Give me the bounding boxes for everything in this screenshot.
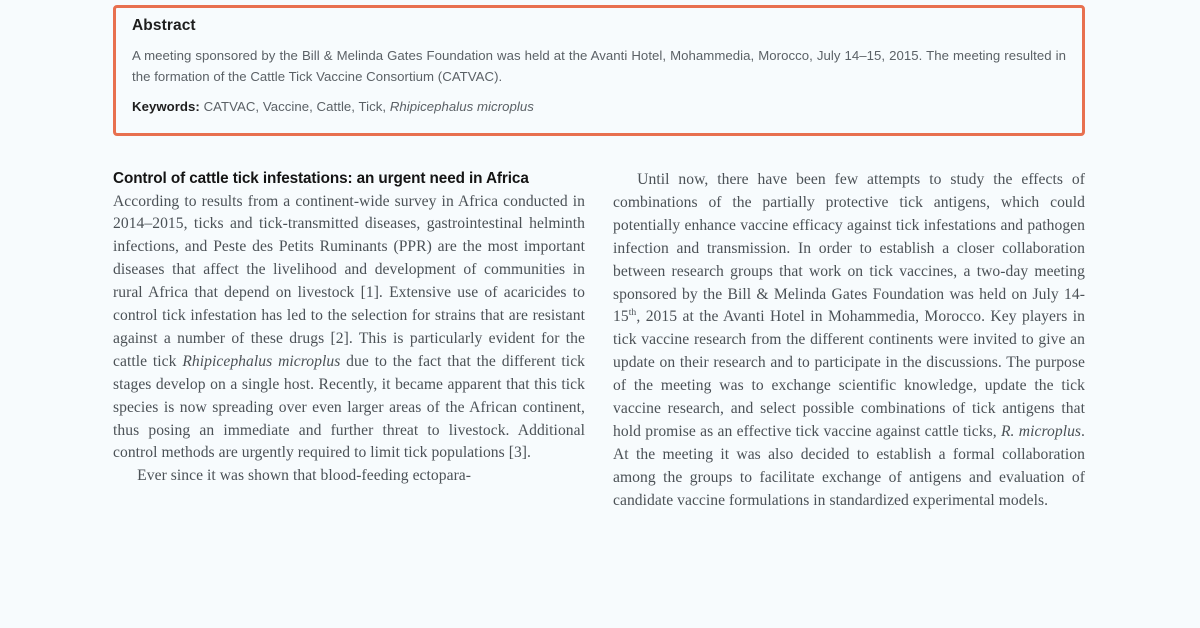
right-paragraph-1-text-b: , 2015 at the Avanti Hotel in Mohammedia, Morocco. Key players in tick vaccine research from the different continents were invited to give an update on their research and to participate in the discussions. The purpose of the meeting was to exchange scientific knowledge, update the tick vaccine research, and select possible combinations of tick antigens that hold promise as an effective tick vaccine against cattle ticks, (613, 308, 1085, 440)
right-paragraph-1-ordinal-superscript: th (628, 307, 637, 319)
right-column (613, 169, 1085, 628)
right-paragraph-1 (613, 169, 1085, 513)
left-paragraph-1-text-a: According to results from a continent-wide survey in Africa conducted in 2014–2015, ticks and tick-transmitted diseases, gastrointestinal helminth infections, and Peste des Petits Ruminants (PPR) are the most important diseases that affect the livelihood and development of communities in rural Africa that depend on livestock [1]. Extensive use of acaricides to control tick infestation has led to the selection for strains that are resistant against a number of these drugs [2]. This is particularly evident for the cattle tick (113, 192, 585, 370)
abstract-box (113, 5, 1085, 136)
left-column (113, 169, 585, 628)
keywords-label: Keywords: (132, 99, 200, 114)
article-columns (113, 169, 1085, 628)
keywords-values: CATVAC, Vaccine, Cattle, Tick, (199, 99, 390, 114)
keywords-line (132, 96, 1066, 117)
section-heading-control-of-cattle-tick-infestations: Control of cattle tick infestations: an urgent need in Africa (113, 170, 529, 187)
right-paragraph-1-species-italic: R. microplus (1000, 422, 1082, 440)
left-paragraph-1 (113, 191, 585, 466)
right-paragraph-1-text-c: . At the meeting it was also decided to establish a formal collaboration among the groups to facilitate exchange of antigens and evaluation of candidate vaccine formulations in standardized experimental models. (613, 422, 1085, 509)
keywords-species-italic: Rhipicephalus microplus (389, 99, 534, 114)
abstract-paragraph: A meeting sponsored by the Bill & Melinda Gates Foundation was held at the Avanti Hotel, Mohammedia, Morocco, July 14–15, 2015. The meeting resulted in the formation of the Cattle Tick Vaccine Consortium (CATVAC). (132, 48, 1066, 84)
right-paragraph-1-text-a: Until now, there have been few attempts to study the effects of combinations of the partially protective tick antigens, which could potentially enhance vaccine efficacy against tick infestations and pathogen infection and transmission. In order to establish a closer collaboration between research groups that work on tick vaccines, a two-day meeting sponsored by the Bill & Melinda Gates Foundation was held on July 14-15 (613, 171, 1085, 326)
left-paragraph-1-species-italic: Rhipicephalus microplus (182, 352, 341, 370)
left-paragraph-2: Ever since it was shown that blood-feeding ectopara- (137, 467, 472, 485)
left-paragraph-1-text-b: due to the fact that the different tick stages develop on a single host. Recently, it became apparent that this tick species is now spreading over even larger areas of the African continent, thus posing an immediate and further threat to livestock. Additional control methods are urgently required to limit tick populations [3]. (113, 352, 585, 462)
abstract-heading: Abstract (132, 17, 196, 34)
